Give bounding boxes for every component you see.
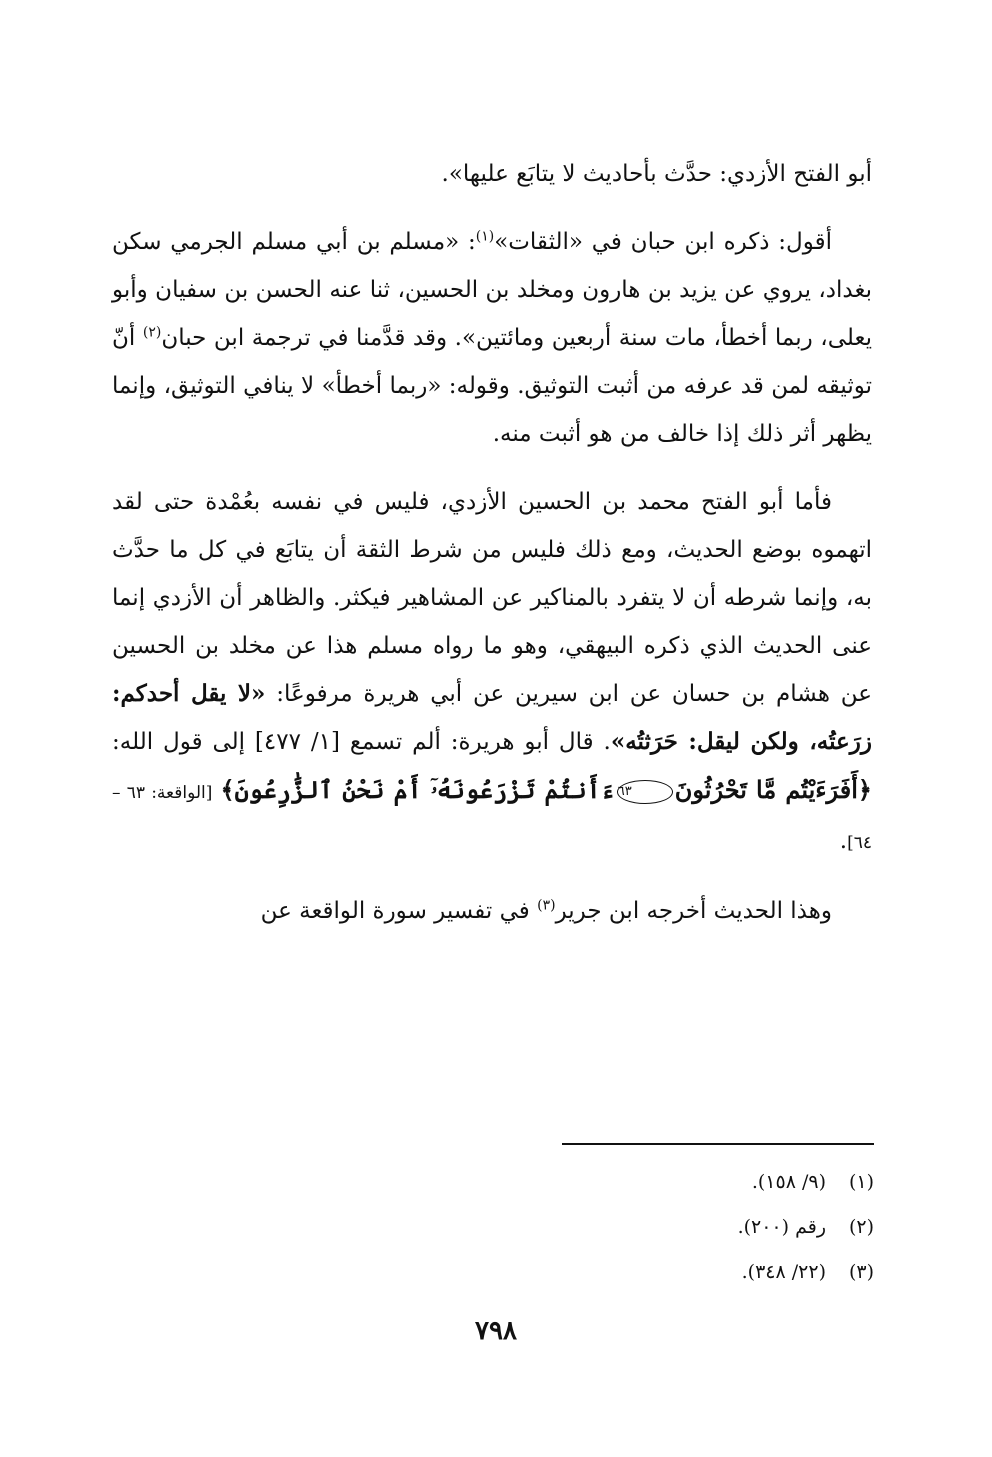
paragraph-1 <box>112 150 872 198</box>
main-text <box>112 150 872 935</box>
paragraph-3 <box>112 478 872 867</box>
hadith-quote: «لا يقل أحدكم: زرَعتُه، ولكن ليقل: حَرَثتُه» <box>112 680 872 755</box>
paragraph-3-part-1: فأما أبو الفتح محمد بن الحسين الأزدي، فليس في نفسه بعُمْدة حتى لقد اتهموه بوضع الحديث، ومع ذلك فليس من شرط الثقة أن يتابَع في كل ما حدَّث به، وإنما شرطه أن لا يتفرد بالمناكير عن المشاهير فيكثر. والظاهر أن الأزدي إنما عنى الحديث الذي ذكره البيهقي، وهو ما رواه مسلم هذا عن مخلد بن الحسين عن هشام بن حسان عن ابن سيرين عن أبي هريرة مرفوعًا: <box>112 489 872 707</box>
footnote-2 <box>374 1205 874 1250</box>
surah-citation: [الواقعة: ٦٣ – ٦٤] <box>112 783 872 853</box>
footnote-text: (٩/ ١٥٨). <box>751 1171 826 1193</box>
paragraph-4-part-1: وهذا الحديث أخرجه ابن جرير <box>555 898 832 924</box>
paragraph-3-part-4: . <box>839 828 848 854</box>
paragraph-2-part-2: : «مسلم بن أبي مسلم الجرمي سكن بغداد، يروي عن يزيد بن هارون ومخلد بن الحسين، ثنا عنه الحسن بن سفيان وأبو يعلى، ربما أخطأ، مات سنة أربعين ومائتين». وقد قدَّمنا في ترجمة ابن حبان <box>112 229 872 351</box>
paragraph-3-part-2: . قال أبو هريرة: ألم تسمع [١/ ٤٧٧] إلى قول الله: <box>112 729 611 755</box>
paragraph-4-part-2: في تفسير سورة الواقعة عن <box>260 898 538 924</box>
paragraph-2-part-3: أنّ توثيقه لمن قد عرفه من أثبت التوثيق. وقوله: «ربما أخطأ» لا ينافي التوثيق، وإنما يظهر أثر ذلك إذا خالف من هو أثبت منه. <box>112 325 872 447</box>
page-number: ٧٩٨ <box>475 1316 517 1346</box>
footnote-number: (٣) <box>848 1261 874 1283</box>
footnote-3 <box>374 1250 874 1295</box>
paragraph-4 <box>112 887 872 935</box>
footnote-ref-2[interactable]: (٢) <box>142 324 162 341</box>
paragraph-3-part-3 <box>212 778 220 804</box>
ayah-number-marker: ٦٣ <box>617 780 673 804</box>
footnote-text: (٢٢/ ٣٤٨). <box>741 1261 826 1283</box>
paragraph-2 <box>112 218 872 458</box>
footnotes <box>374 1160 874 1295</box>
footnote-text: رقم (٢٠٠). <box>737 1216 826 1238</box>
quran-verse-part-2: ءَأَنتُمْ تَزْرَعُونَهُۥٓ أَمْ نَحْنُ ٱلزَّٰرِعُونَ﴾ <box>220 775 615 804</box>
paragraph-2-part-1: أقول: ذكره ابن حبان في «الثقات» <box>494 229 833 255</box>
quran-verse-part-1: ﴿أَفَرَءَيْتُم مَّا تَحْرُثُونَ <box>674 775 872 804</box>
footnote-ref-3[interactable]: (٣) <box>537 897 556 914</box>
footnote-number: (٢) <box>848 1216 874 1238</box>
footnote-ref-1[interactable]: (١) <box>475 228 495 245</box>
footnote-number: (١) <box>848 1171 874 1193</box>
paragraph-1-text: أبو الفتح الأزدي: حدَّث بأحاديث لا يتابَع عليها». <box>441 161 872 187</box>
footnote-separator <box>562 1143 874 1145</box>
footnote-1 <box>374 1160 874 1205</box>
